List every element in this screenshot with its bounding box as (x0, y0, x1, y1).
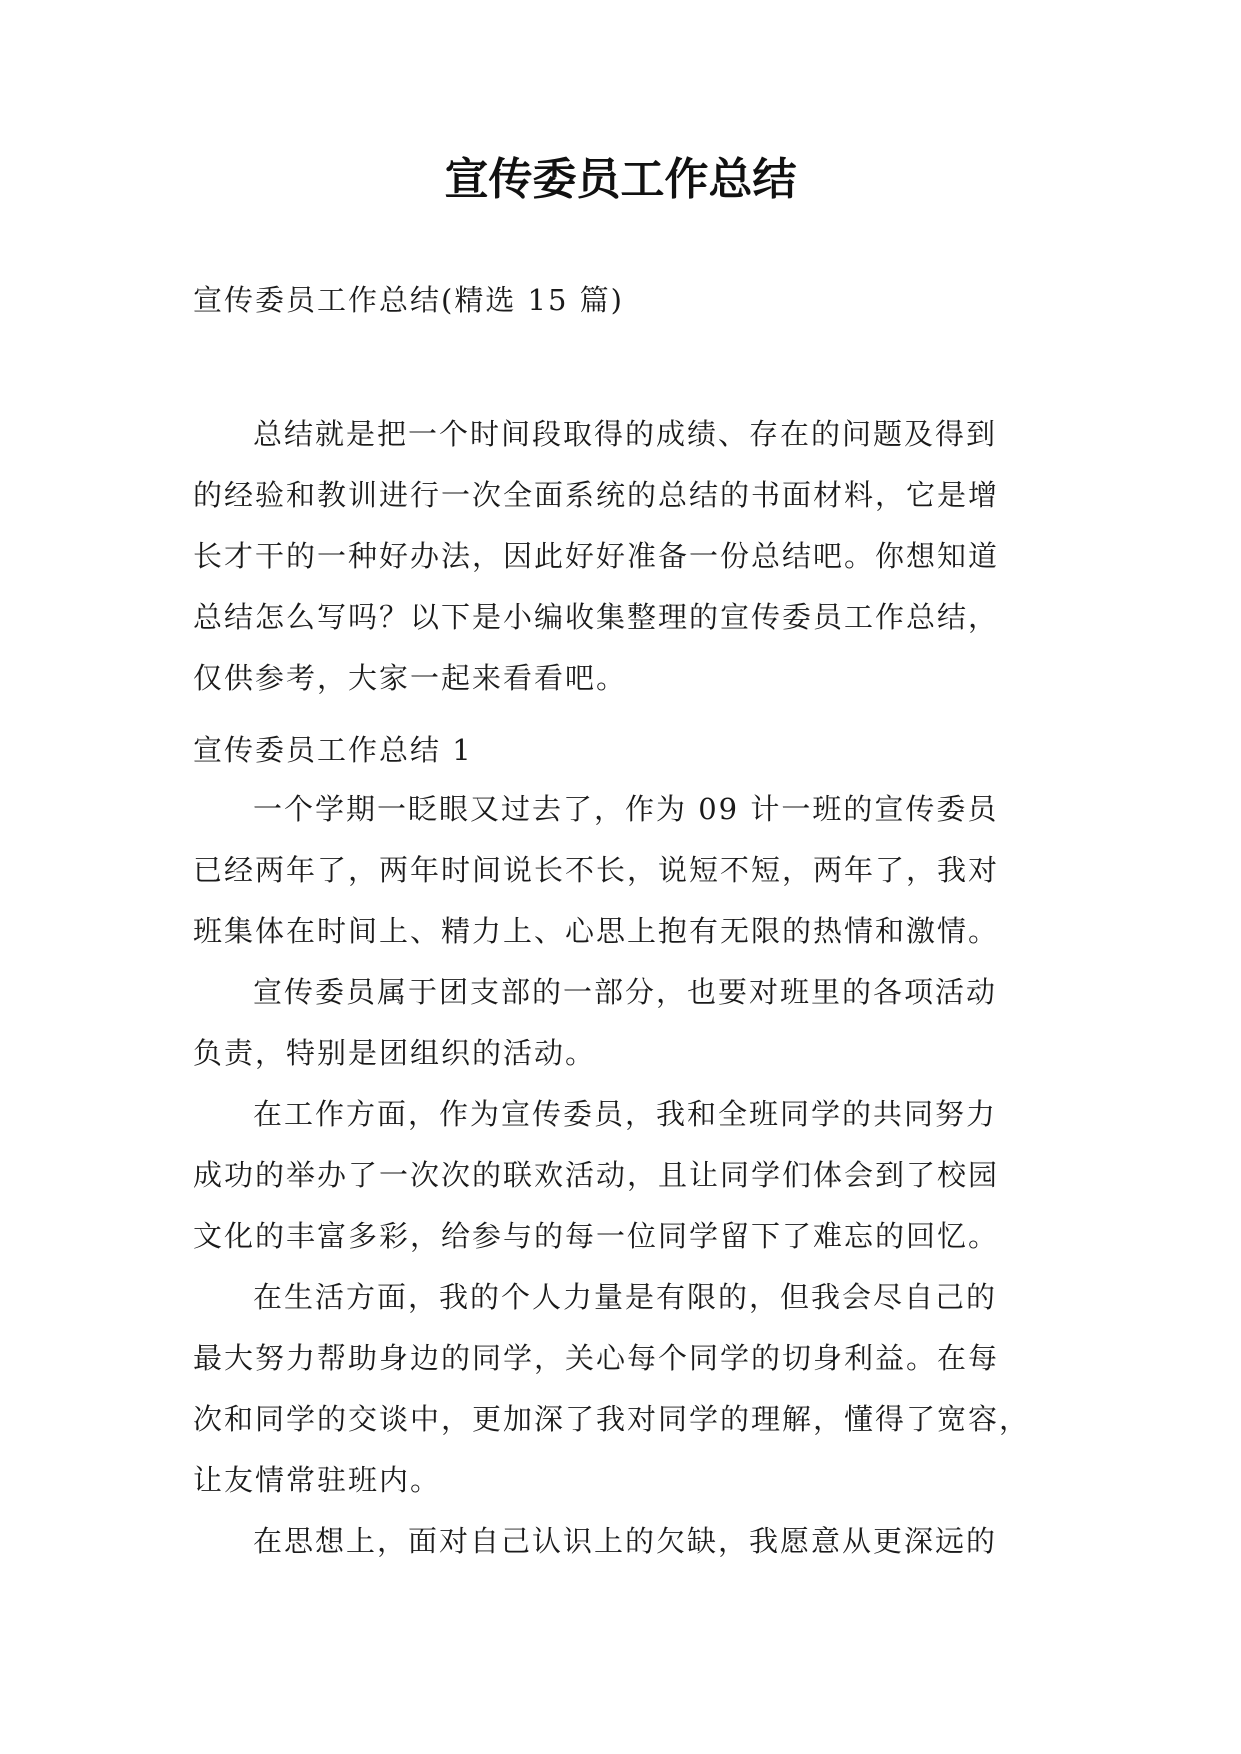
document-title: 宣传委员工作总结 (444, 154, 797, 205)
body-line: 成功的举办了一次次的联欢活动，且让同学们体会到了校园 (193, 1158, 1000, 1192)
body-line: 已经两年了，两年时间说长不长，说短不短，两年了，我对 (193, 853, 1000, 887)
body-line: 在工作方面，作为宣传委员，我和全班同学的共同努力 (253, 1097, 998, 1131)
body-line: 最大努力帮助身边的同学，关心每个同学的切身利益。在每 (193, 1341, 1000, 1375)
section-body (193, 779, 1073, 1572)
intro-line: 长才干的一种好办法，因此好好准备一份总结吧。你想知道 (193, 539, 1000, 573)
body-line: 让友情常驻班内。 (193, 1463, 442, 1497)
body-line: 在生活方面，我的个人力量是有限的，但我会尽自己的 (253, 1280, 998, 1314)
intro-paragraph (193, 404, 1073, 709)
intro-line: 的经验和教训进行一次全面系统的总结的书面材料，它是增 (193, 478, 1000, 512)
intro-line: 总结怎么写吗？以下是小编收集整理的宣传委员工作总结， (193, 600, 1000, 634)
section-heading-line: 宣传委员工作总结 1 (193, 733, 473, 767)
subtitle-line: 宣传委员工作总结(精选 15 篇) (193, 283, 624, 317)
body-line: 文化的丰富多彩，给参与的每一位同学留下了难忘的回忆。 (193, 1219, 1000, 1253)
body-line: 宣传委员属于团支部的一部分，也要对班里的各项活动 (253, 975, 998, 1009)
section-heading (193, 720, 1073, 781)
body-line: 负责，特别是团组织的活动。 (193, 1036, 597, 1070)
intro-line: 总结就是把一个时间段取得的成绩、存在的问题及得到 (253, 417, 998, 451)
body-line: 一个学期一眨眼又过去了，作为 09 计一班的宣传委员 (253, 792, 999, 826)
body-line: 次和同学的交谈中，更加深了我对同学的理解，懂得了宽容， (193, 1402, 1031, 1436)
body-line: 在思想上，面对自己认识上的欠缺，我愿意从更深远的 (253, 1524, 998, 1558)
document-subtitle (193, 270, 1073, 331)
intro-line: 仅供参考，大家一起来看看吧。 (193, 661, 628, 695)
body-line: 班集体在时间上、精力上、心思上抱有无限的热情和激情。 (193, 914, 1000, 948)
